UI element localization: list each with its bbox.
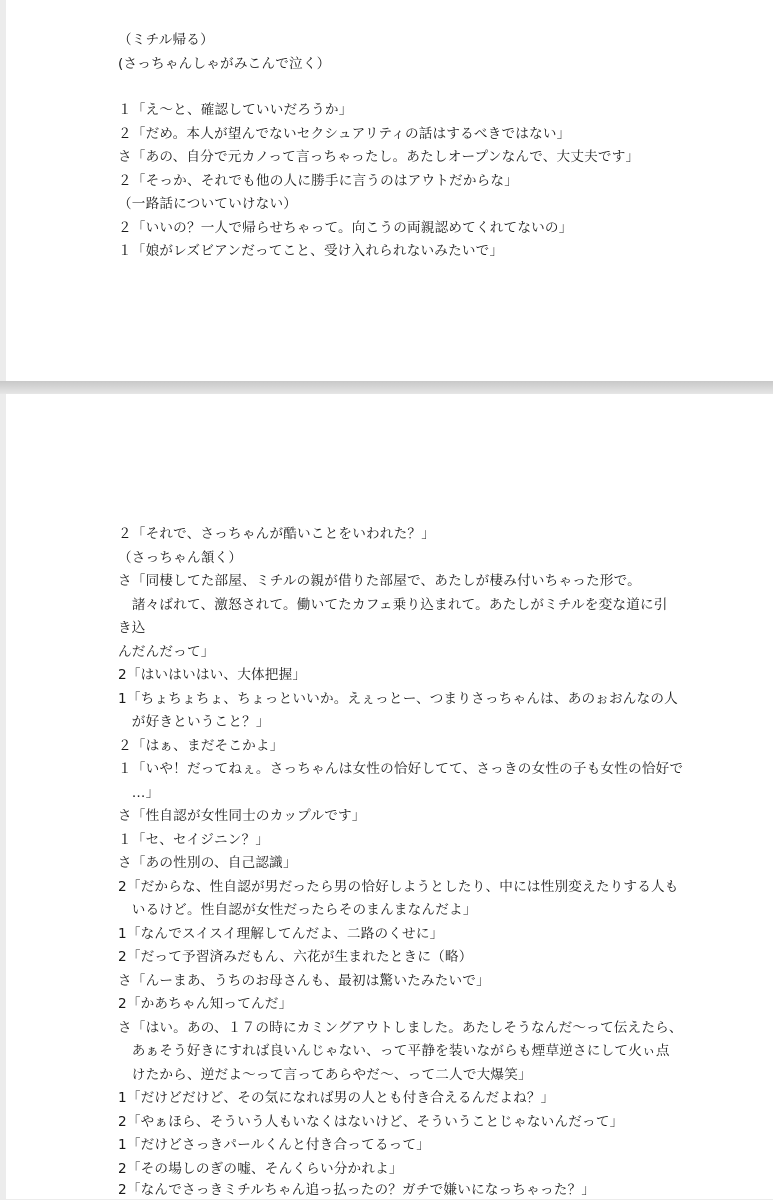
text-line: (さっちゃんしゃがみこんで泣く） [118, 56, 331, 72]
text-line: き込 [118, 620, 146, 636]
text-line: ２「いいの？一人で帰らせちゃって。向こうの両親認めてくれてないの」 [118, 220, 573, 236]
text-line: ２「だめ。本人が望んでないセクシュアリティの話はするべきではない」 [118, 126, 571, 142]
text-line: さ「あの、自分で元カノって言っちゃったし。あたしオープンなんで、大丈夫です」 [118, 149, 640, 165]
text-line: （さっちゃん頷く） [118, 550, 243, 566]
text-line: …」 [118, 785, 160, 801]
page-separator [0, 381, 773, 394]
text-line: １「娘がレズビアンだってこと、受け入れられないみたいで」 [118, 243, 504, 259]
text-line: 2「だからな、性自認が男だったら男の恰好しようとしたり、中には性別変えたりする人も [118, 879, 679, 895]
text-line: （ミチル帰る） [118, 32, 214, 48]
page-1 [6, 0, 773, 381]
text-line: １「え～と、確認していいだろうか」 [118, 102, 353, 118]
text-line: いるけど。性自認が女性だったらそのまんまなんだよ」 [118, 902, 477, 918]
text-line: （一路話についていけない） [118, 196, 298, 212]
text-line: が好きということ？」 [118, 714, 270, 730]
text-line: 2「かあちゃん知ってんだ」 [118, 996, 293, 1012]
text-line: １「セ、セイジニン？」 [118, 832, 270, 848]
text-line: さ「はい。あの、１７の時にカミングアウトしました。あたしそうなんだ～って伝えたら、 [118, 1020, 683, 1036]
text-line: さ「性自認が女性同士のカップルです」 [118, 808, 366, 824]
page-2 [6, 394, 773, 1199]
text-line: 2「なんでさっきミチルちゃん追っ払ったの？ガチで嫌いになっちゃった？」 [118, 1182, 596, 1198]
text-line: んだんだって」 [118, 644, 215, 660]
text-line: 2「やぁほら、そういう人もいなくはないけど、そういうことじゃないんだって」 [118, 1114, 624, 1130]
text-line: 1「だけどだけど、その気になれば男の人とも付き合えるんだよね？」 [118, 1090, 555, 1106]
text-line: さ「同棲してた部屋、ミチルの親が借りた部屋で、あたしが棲み付いちゃった形で。 [118, 573, 641, 589]
text-line: 2「その場しのぎの嘘、そんくらい分かれよ」 [118, 1161, 403, 1177]
text-line: さ「あの性別の、自己認識」 [118, 855, 297, 871]
text-line: けたから、逆だよ～って言ってあらやだ～、って二人で大爆笑」 [118, 1067, 532, 1083]
text-line: 2「はいはいはい、大体把握」 [118, 667, 307, 683]
text-line: １「いや！だってねぇ。さっちゃんは女性の恰好してて、さっきの女性の子も女性の恰好で [118, 761, 684, 777]
text-line: 諸々ばれて、激怒されて。働いてたカフェ乗り込まれて。あたしがミチルを変な道に引 [118, 597, 668, 613]
text-line: 1「だけどさっきパールくんと付き合ってるって」 [118, 1137, 431, 1153]
text-line: 1「なんでスイスイ理解してんだよ、二路のくせに」 [118, 926, 444, 942]
text-line: ２「はぁ、まだそこかよ」 [118, 738, 284, 754]
text-line: 2「だって予習済みだもん、六花が生まれたときに（略） [118, 949, 473, 965]
text-line: あぁそう好きにすれば良いんじゃない、って平静を装いながらも煙草逆さにして火ぃ点 [118, 1043, 670, 1059]
text-line: ２「それで、さっちゃんが酷いことをいわれた？」 [118, 526, 435, 542]
text-line: ２「そっか、それでも他の人に勝手に言うのはアウトだからな」 [118, 173, 519, 189]
text-line: さ「んーまあ、うちのお母さんも、最初は驚いたみたいで」 [118, 973, 490, 989]
text-line: 1「ちょちょちょ、ちょっといいか。えぇっとー、つまりさっちゃんは、あのぉおんなの人 [118, 691, 678, 707]
